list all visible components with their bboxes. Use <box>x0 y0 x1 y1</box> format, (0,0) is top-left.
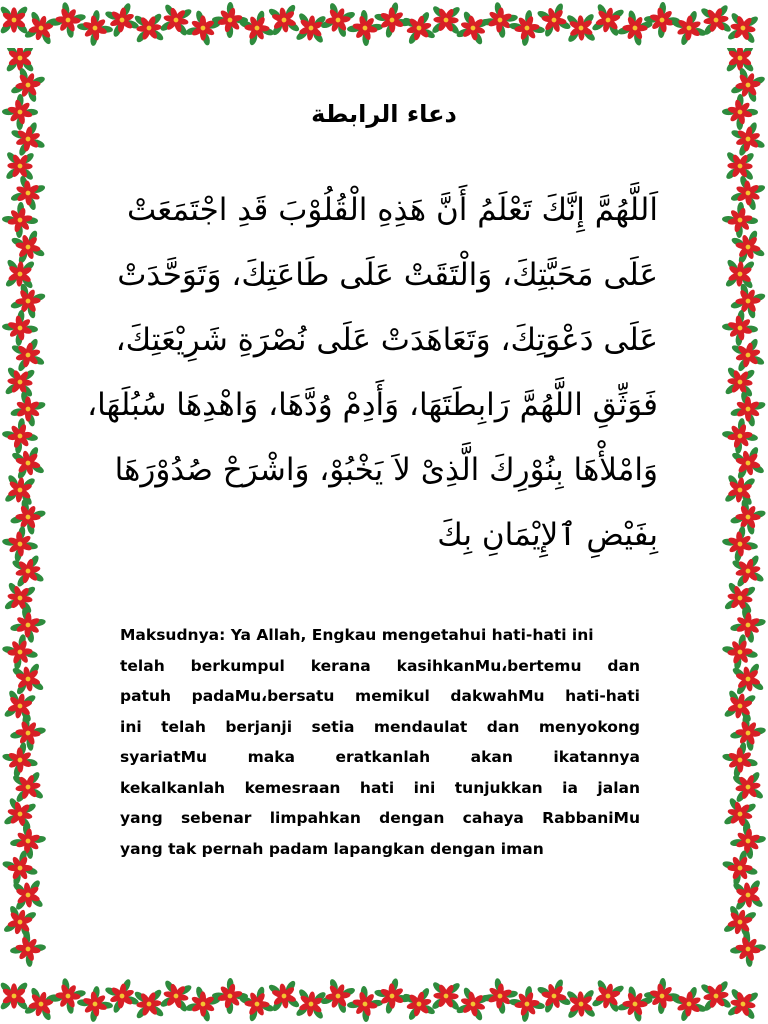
poinsettia-icon <box>8 119 47 158</box>
poinsettia-icon <box>724 258 756 290</box>
poinsettia-icon <box>7 712 48 754</box>
poinsettia-icon <box>726 11 761 46</box>
translation-line: ini telah berjanji setia mendaulat dan menyokong <box>120 717 640 736</box>
poinsettia-icon <box>729 336 767 374</box>
poinsettia-icon <box>22 9 60 47</box>
translation-line: yang tak pernah padam lapangkan dengan iman <box>120 839 544 858</box>
poinsettia-icon <box>0 5 29 35</box>
poinsettia-icon <box>133 988 166 1021</box>
poinsettia-icon <box>9 336 47 374</box>
arabic-line: وَامْلأْهَا بِنُوْرِكَ الَّذِىْ لاَ يَخْبُوْ، وَاشْرَحْ صُدُوْرَهَا <box>114 452 658 488</box>
poinsettia-icon <box>209 976 252 1017</box>
flower-border-bottom <box>0 976 768 1024</box>
poinsettia-icon <box>10 445 47 482</box>
flower-border-left <box>0 48 48 976</box>
translation-line: kekalkanlah kemesraan hati ini tunjukkan ia jalan <box>120 778 640 797</box>
arabic-prayer <box>87 178 658 568</box>
poinsettia-icon <box>728 119 767 158</box>
poinsettia-icon <box>454 9 492 47</box>
translation-line: Maksudnya: Ya Allah, Engkau mengetahui hati-hati ini <box>120 626 594 644</box>
poinsettia-icon <box>4 258 36 290</box>
poinsettia-icon <box>730 445 767 482</box>
poinsettia-icon <box>535 977 574 1016</box>
poinsettia-icon <box>7 604 48 646</box>
poinsettia-icon <box>728 173 768 213</box>
poinsettia-icon <box>724 150 755 181</box>
translation-line: telah berkumpul kerana kasihkanMu،bertemu dan <box>120 656 640 675</box>
malay-translation <box>120 620 640 864</box>
flower-border-top <box>0 0 768 48</box>
poinsettia-icon <box>47 976 89 1017</box>
poinsettia-icon <box>294 11 328 45</box>
poinsettia-icon <box>454 985 492 1023</box>
poinsettia-icon <box>535 1 574 40</box>
arabic-line: فَوَثِّقِ اللَّهُمَّ رَابِطَتَهَا، وَأَدِمْ وُدَّهَا، وَاهْدِهَا سُبُلَهَا، <box>87 387 658 423</box>
poinsettia-icon <box>479 0 521 41</box>
poinsettia-icon <box>479 976 521 1017</box>
poinsettia-icon <box>4 150 35 181</box>
poinsettia-icon <box>133 12 166 45</box>
poinsettia-icon <box>728 65 768 105</box>
poinsettia-icon <box>727 604 768 646</box>
arabic-line: عَلَى دَعْوَتِكَ، وَتَعَاهَدَتْ عَلَى نُصْرَةِ شَرِيْعَتِكَ، <box>115 322 658 358</box>
poinsettia-icon <box>9 228 47 266</box>
poinsettia-icon <box>731 878 765 912</box>
poinsettia-icon <box>8 173 48 213</box>
flower-border-right <box>720 48 768 976</box>
translation-line: patuh padaMu،bersatu memikul dakwahMu hati-hati <box>120 687 640 705</box>
doa-title: دعاء الرابطة <box>311 100 457 128</box>
poinsettia-icon <box>5 48 35 73</box>
poinsettia-icon <box>401 10 438 47</box>
poinsettia-icon <box>727 820 768 862</box>
poinsettia-icon <box>725 48 755 73</box>
poinsettia-icon <box>727 928 768 970</box>
poinsettia-icon <box>430 4 461 35</box>
poinsettia-icon <box>209 0 252 41</box>
arabic-line: بِفَيْضِ ٱلإِيْمَانِ بِكَ <box>437 517 658 553</box>
poinsettia-icon <box>7 928 48 970</box>
poinsettia-icon <box>401 986 438 1023</box>
poinsettia-icon <box>7 820 48 862</box>
poinsettia-icon <box>294 987 328 1021</box>
poinsettia-icon <box>727 712 768 754</box>
poinsettia-icon <box>726 987 761 1022</box>
poinsettia-icon <box>11 878 45 912</box>
translation-line: yang sebenar limpahkan dengan cahaya RabbaniMu <box>120 809 640 827</box>
poinsettia-icon <box>0 981 29 1011</box>
poinsettia-icon <box>22 985 60 1023</box>
poinsettia-icon <box>729 228 767 266</box>
translation-line: syariatMu maka eratkanlah akan ikatannya <box>120 748 640 766</box>
arabic-line: اَللَّهُمَّ إِنَّكَ تَعْلَمُ أَنَّ هَذِهِ الْقُلُوْبَ قَدِ اجْتَمَعَتْ <box>126 192 658 228</box>
arabic-line: عَلَى مَحَبَّتِكَ، وَالْتَقَتْ عَلَى طَاعَتِكَ، وَتَوَحَّدَتْ <box>117 257 658 293</box>
poinsettia-icon <box>8 65 48 105</box>
poinsettia-icon <box>430 980 461 1011</box>
poinsettia-icon <box>47 0 89 41</box>
